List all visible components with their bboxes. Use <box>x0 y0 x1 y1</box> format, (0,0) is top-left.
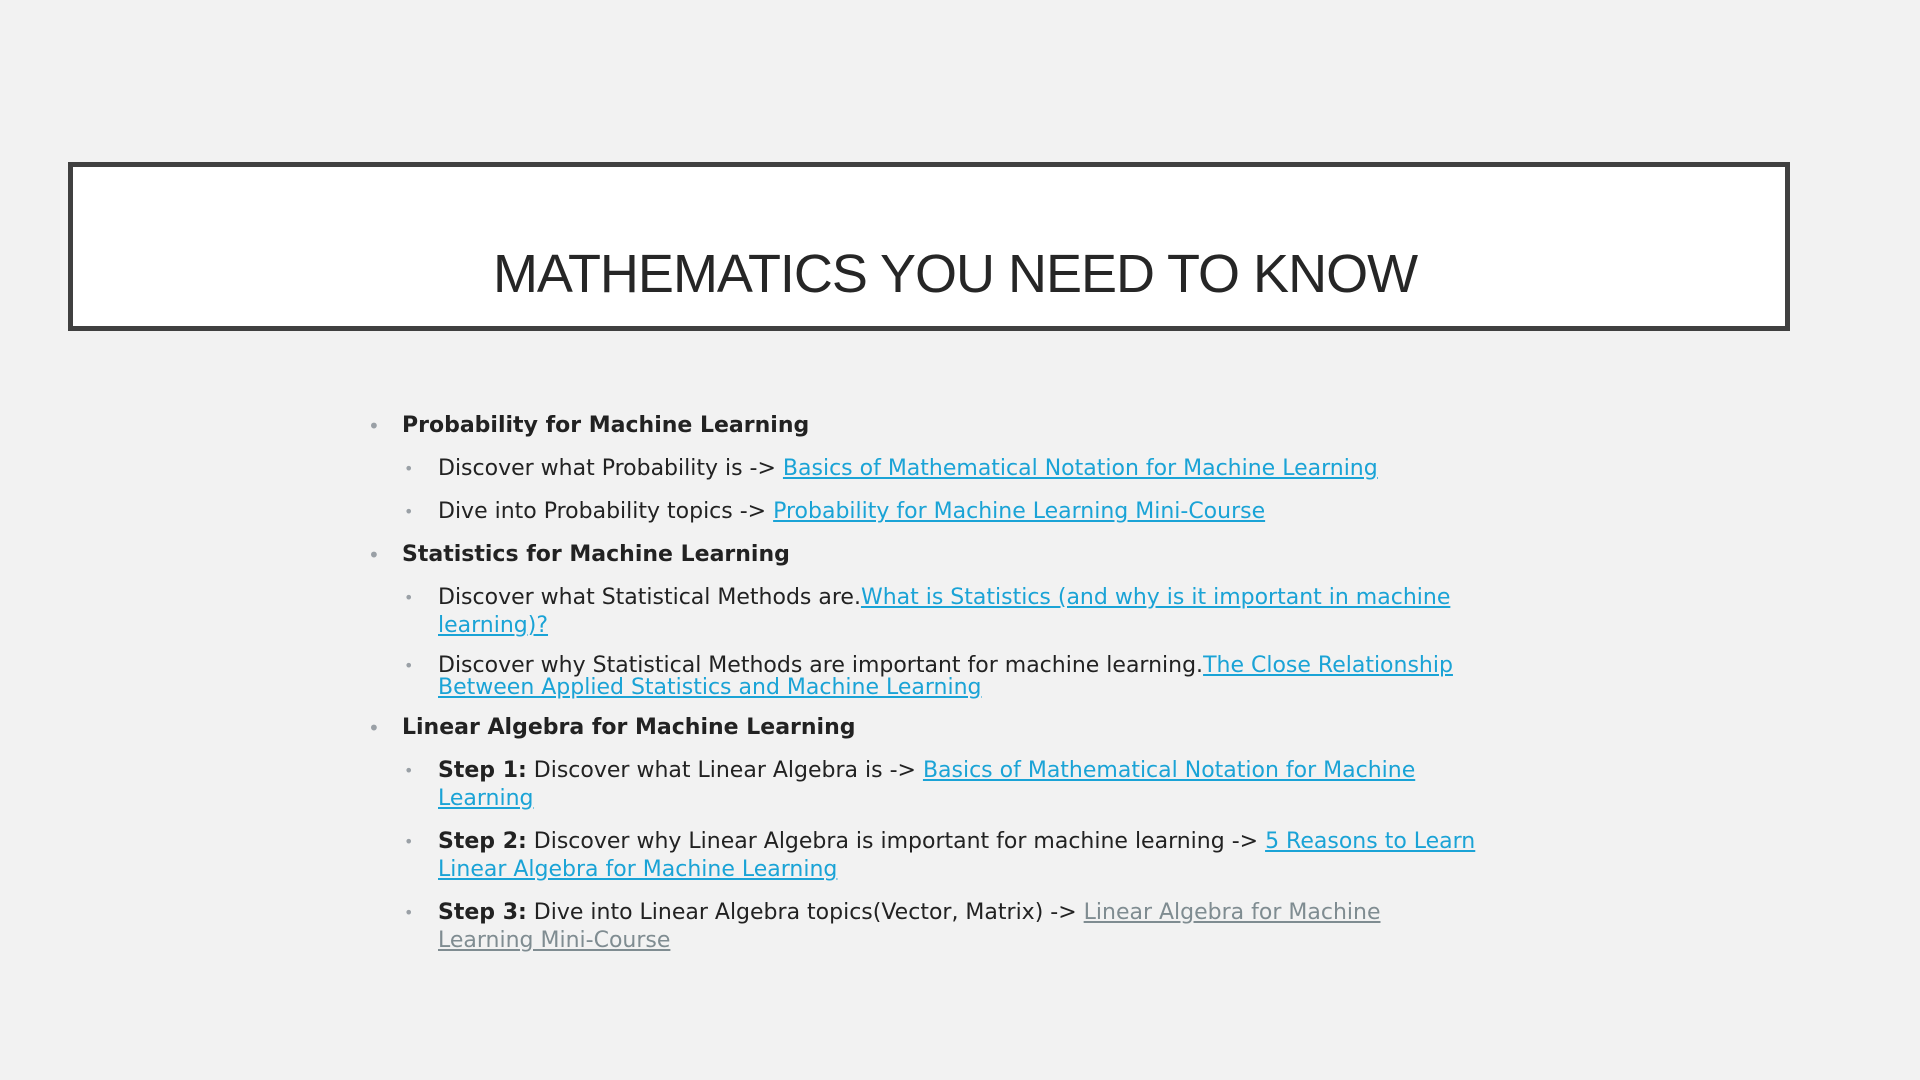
list-item: • Step 3: Dive into Linear Algebra topics(Vector, Matrix) -> Linear Algebra for Machine Learning Mini-Course <box>404 900 1381 953</box>
list-item: • Step 2: Discover why Linear Algebra is important for machine learning -> 5 Reasons to Learn Linear Algebra for Machine Learning <box>404 829 1476 882</box>
bullet-icon: • <box>404 761 414 780</box>
slide-content <box>362 412 1542 970</box>
link-linear-algebra-minicourse[interactable]: Linear Algebra for Machine Learning Mini-Course <box>438 900 1381 953</box>
section-heading-probability: • Probability for Machine Learning <box>368 413 810 438</box>
link-close-relationship[interactable]: The Close Relationship Between Applied Statistics and Machine Learning <box>438 653 1453 700</box>
title-box <box>68 162 1790 331</box>
bullet-icon: • <box>404 832 414 851</box>
bullet-icon: • <box>404 903 414 922</box>
bullet-icon: • <box>368 716 380 740</box>
bullet-icon: • <box>404 656 414 675</box>
list-item: • Step 1: Discover what Linear Algebra is -> Basics of Mathematical Notation for Machine Learning <box>404 758 1416 811</box>
link-probability-minicourse[interactable]: Probability for Machine Learning Mini-Course <box>773 499 1266 524</box>
section-heading-statistics: • Statistics for Machine Learning <box>368 542 790 567</box>
bullet-icon: • <box>404 588 414 607</box>
bullet-icon: • <box>404 459 414 478</box>
link-5-reasons[interactable]: 5 Reasons to Learn Linear Algebra for Machine Learning <box>438 829 1476 882</box>
section-heading-linear-algebra: • Linear Algebra for Machine Learning <box>368 715 856 740</box>
list-item: • Dive into Probability topics -> Probability for Machine Learning Mini-Course <box>404 499 1266 524</box>
bullet-icon: • <box>368 543 380 567</box>
link-basics-notation-la[interactable]: Basics of Mathematical Notation for Machine Learning <box>438 758 1416 811</box>
list-item: • Discover why Statistical Methods are important for machine learning.The Close Relationship Between Applied Statistics and Machine Learning <box>404 653 1453 700</box>
bullet-icon: • <box>368 414 380 438</box>
list-item: • Discover what Statistical Methods are.What is Statistics (and why is it important in machine learning)? <box>404 585 1451 638</box>
link-basics-notation[interactable]: Basics of Mathematical Notation for Machine Learning <box>782 456 1378 481</box>
slide-title: MATHEMATICS YOU NEED TO KNOW <box>492 244 1418 304</box>
list-item: • Discover what Probability is -> Basics of Mathematical Notation for Machine Learning <box>404 456 1378 481</box>
bullet-icon: • <box>404 502 414 521</box>
link-what-is-statistics[interactable]: What is Statistics (and why is it important in machine learning)? <box>438 585 1451 638</box>
